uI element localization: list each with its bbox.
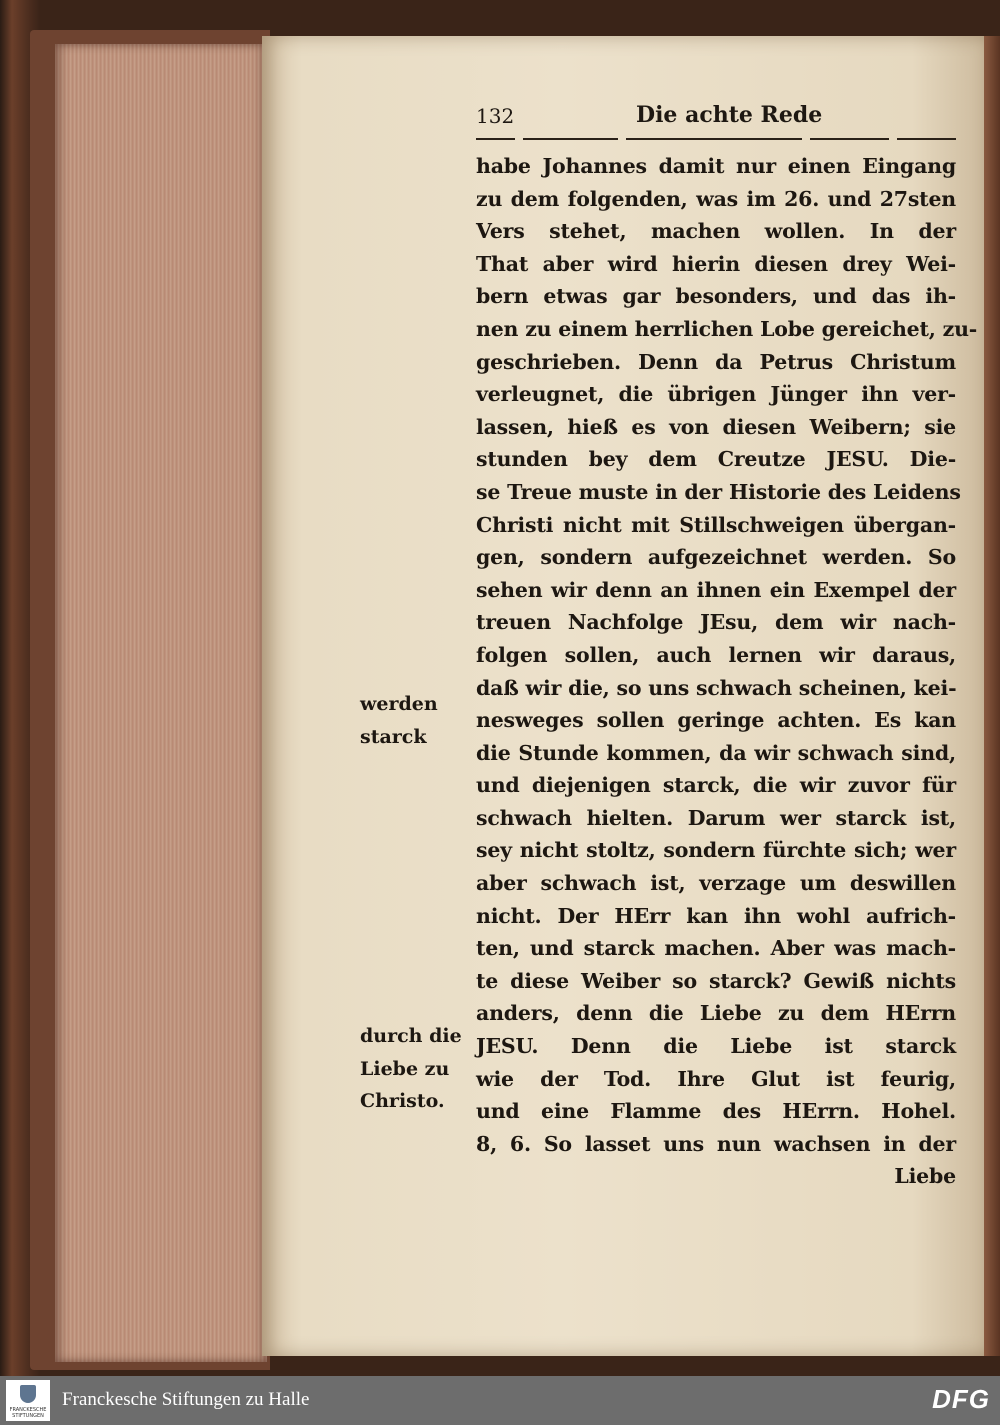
text-line: die Stunde kommen, da wir schwach sind, <box>476 740 956 765</box>
margin-note-durch-die-liebe <box>360 1020 472 1118</box>
text-line: sehen wir denn an ihnen ein Exempel der <box>476 577 956 602</box>
text-line: schwach hielten. Darum wer starck ist, <box>476 805 956 830</box>
margin-note-line: starck <box>360 725 427 748</box>
text-line: wie der Tod. Ihre Glut ist feurig, <box>476 1066 956 1091</box>
text-line: daß wir die, so uns schwach scheinen, kei- <box>476 675 957 700</box>
text-line: geschrieben. Denn da Petrus Christum <box>476 349 956 374</box>
text-line: aber schwach ist, verzage um deswillen <box>476 871 956 896</box>
text-line: anders, denn die Liebe zu dem HErrn <box>476 1001 956 1026</box>
crest-icon <box>20 1385 36 1403</box>
dfg-logo: DFG <box>932 1384 990 1414</box>
text-line: Christi nicht mit Stillschweigen übergan- <box>476 512 956 537</box>
page-number: 132 <box>476 104 515 128</box>
text-line: nicht. Der HErr kan ihn wohl aufrich- <box>476 903 956 928</box>
text-line: se Treue muste in der Historie des Leidens <box>476 479 961 504</box>
viewer-footer <box>0 1376 1000 1425</box>
text-line: bern etwas gar besonders, und das ih- <box>476 284 956 309</box>
text-line: That aber wird hierin diesen drey Wei- <box>476 251 956 276</box>
text-line: stunden bey dem Creutze JESU. Die- <box>476 447 956 472</box>
page-edges <box>55 44 267 1362</box>
text-line: Liebe <box>894 1164 956 1189</box>
text-line: treuen Nachfolge JEsu, dem wir nach- <box>476 610 956 635</box>
institution-name: Franckesche Stiftungen zu Halle <box>62 1389 310 1410</box>
text-line: gen, sondern aufgezeichnet werden. So <box>476 545 956 570</box>
running-title: Die achte Rede <box>636 102 823 128</box>
running-header <box>476 98 956 134</box>
text-line: habe Johannes damit nur einen Eingang <box>476 154 956 178</box>
text-line: und diejenigen starck, die wir zuvor für <box>476 773 956 798</box>
text-line: zu dem folgenden, was im 26. und 27sten <box>476 186 956 211</box>
text-line: te diese Weiber so starck? Gewiß nichts <box>476 968 956 993</box>
margin-note-werden-starck <box>360 688 472 753</box>
body-text <box>476 150 978 1193</box>
margin-note-line: durch die <box>360 1025 462 1047</box>
margin-note-line: Liebe zu <box>360 1057 450 1080</box>
text-line: ten, und starck machen. Aber was mach- <box>476 936 956 961</box>
text-line: JESU. Denn die Liebe ist starck <box>476 1034 956 1059</box>
text-line: und eine Flamme des HErrn. Hohel. <box>476 1099 956 1124</box>
institution-logo: FRANCKESCHE STIFTUNGEN <box>6 1380 50 1421</box>
book-cover-right <box>984 36 1000 1356</box>
text-line: verleugnet, die übrigen Jünger ihn ver- <box>476 382 956 407</box>
margin-note-line: werden <box>360 693 438 715</box>
text-line: folgen sollen, auch lernen wir daraus, <box>476 642 956 667</box>
text-line: Vers stehet, machen wollen. In der <box>476 219 956 244</box>
text-line: nesweges sollen geringe achten. Es kan <box>476 708 956 733</box>
margin-note-line: Christo. <box>360 1090 445 1113</box>
header-rule <box>476 138 956 141</box>
text-line: lassen, hieß es von diesen Weibern; sie <box>476 414 956 439</box>
text-line: 8, 6. So lasset uns nun wachsen in der <box>476 1131 956 1156</box>
text-line: sey nicht stoltz, sondern fürchte sich; wer <box>476 838 956 863</box>
text-line: nen zu einem herrlichen Lobe gereichet, zu- <box>476 316 978 341</box>
